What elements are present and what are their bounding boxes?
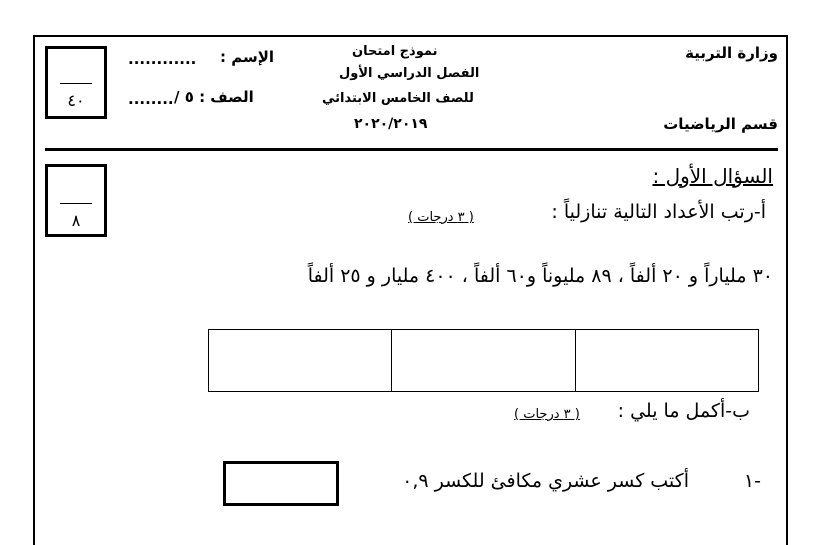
name-label: الإسم : (220, 48, 275, 66)
question1-title: السؤال الأول : (652, 164, 773, 188)
question1-score-value: ٨ (71, 211, 81, 230)
order-answer-table (208, 329, 759, 392)
total-score-value: ٤٠ (67, 91, 85, 110)
part-a-marks: ( ٣ درجات ) (408, 210, 474, 225)
exam-page-frame (33, 35, 788, 545)
total-score-box (45, 46, 107, 119)
item-1-answer-box[interactable] (223, 461, 339, 506)
answer-cell-3[interactable] (575, 330, 758, 392)
class-label: الصف : ٥ / (174, 88, 254, 106)
item-1-number: ١- (743, 470, 761, 492)
answer-cell-1[interactable] (209, 330, 392, 392)
score-divider (60, 203, 92, 204)
part-b-marks: ( ٣ درجات ) (514, 407, 580, 422)
department-label: قسم الرياضيات (663, 115, 778, 133)
part-a-numbers: ٣٠ ملياراً و ٢٠ ألفاً ، ٨٩ مليوناً و٦٠ ألفاً ، ٤٠٠ مليار و ٢٥ ألفاً (307, 265, 773, 287)
item-1-text: أكتب كسر عشري مكافئ للكسر ٠,٩ (402, 470, 689, 492)
ministry-label: وزارة التربية (685, 44, 778, 62)
exam-title: نموذج امتحان (352, 44, 438, 59)
part-a-prompt: أ-رتب الأعداد التالية تنازلياً : (551, 201, 766, 223)
exam-term: الفصل الدراسي الأول (339, 66, 480, 81)
name-dots: ............ (128, 50, 197, 68)
exam-grade: للصف الخامس الابتدائي (322, 91, 474, 106)
exam-year: ٢٠٢٠/٢٠١٩ (354, 116, 428, 132)
question1-score-box (45, 164, 107, 237)
answer-cell-2[interactable] (392, 330, 575, 392)
part-b-prompt: ب-أكمل ما يلي : (617, 400, 750, 422)
score-divider (60, 83, 92, 84)
header-divider (45, 148, 778, 151)
class-dots: ........ (128, 90, 174, 108)
